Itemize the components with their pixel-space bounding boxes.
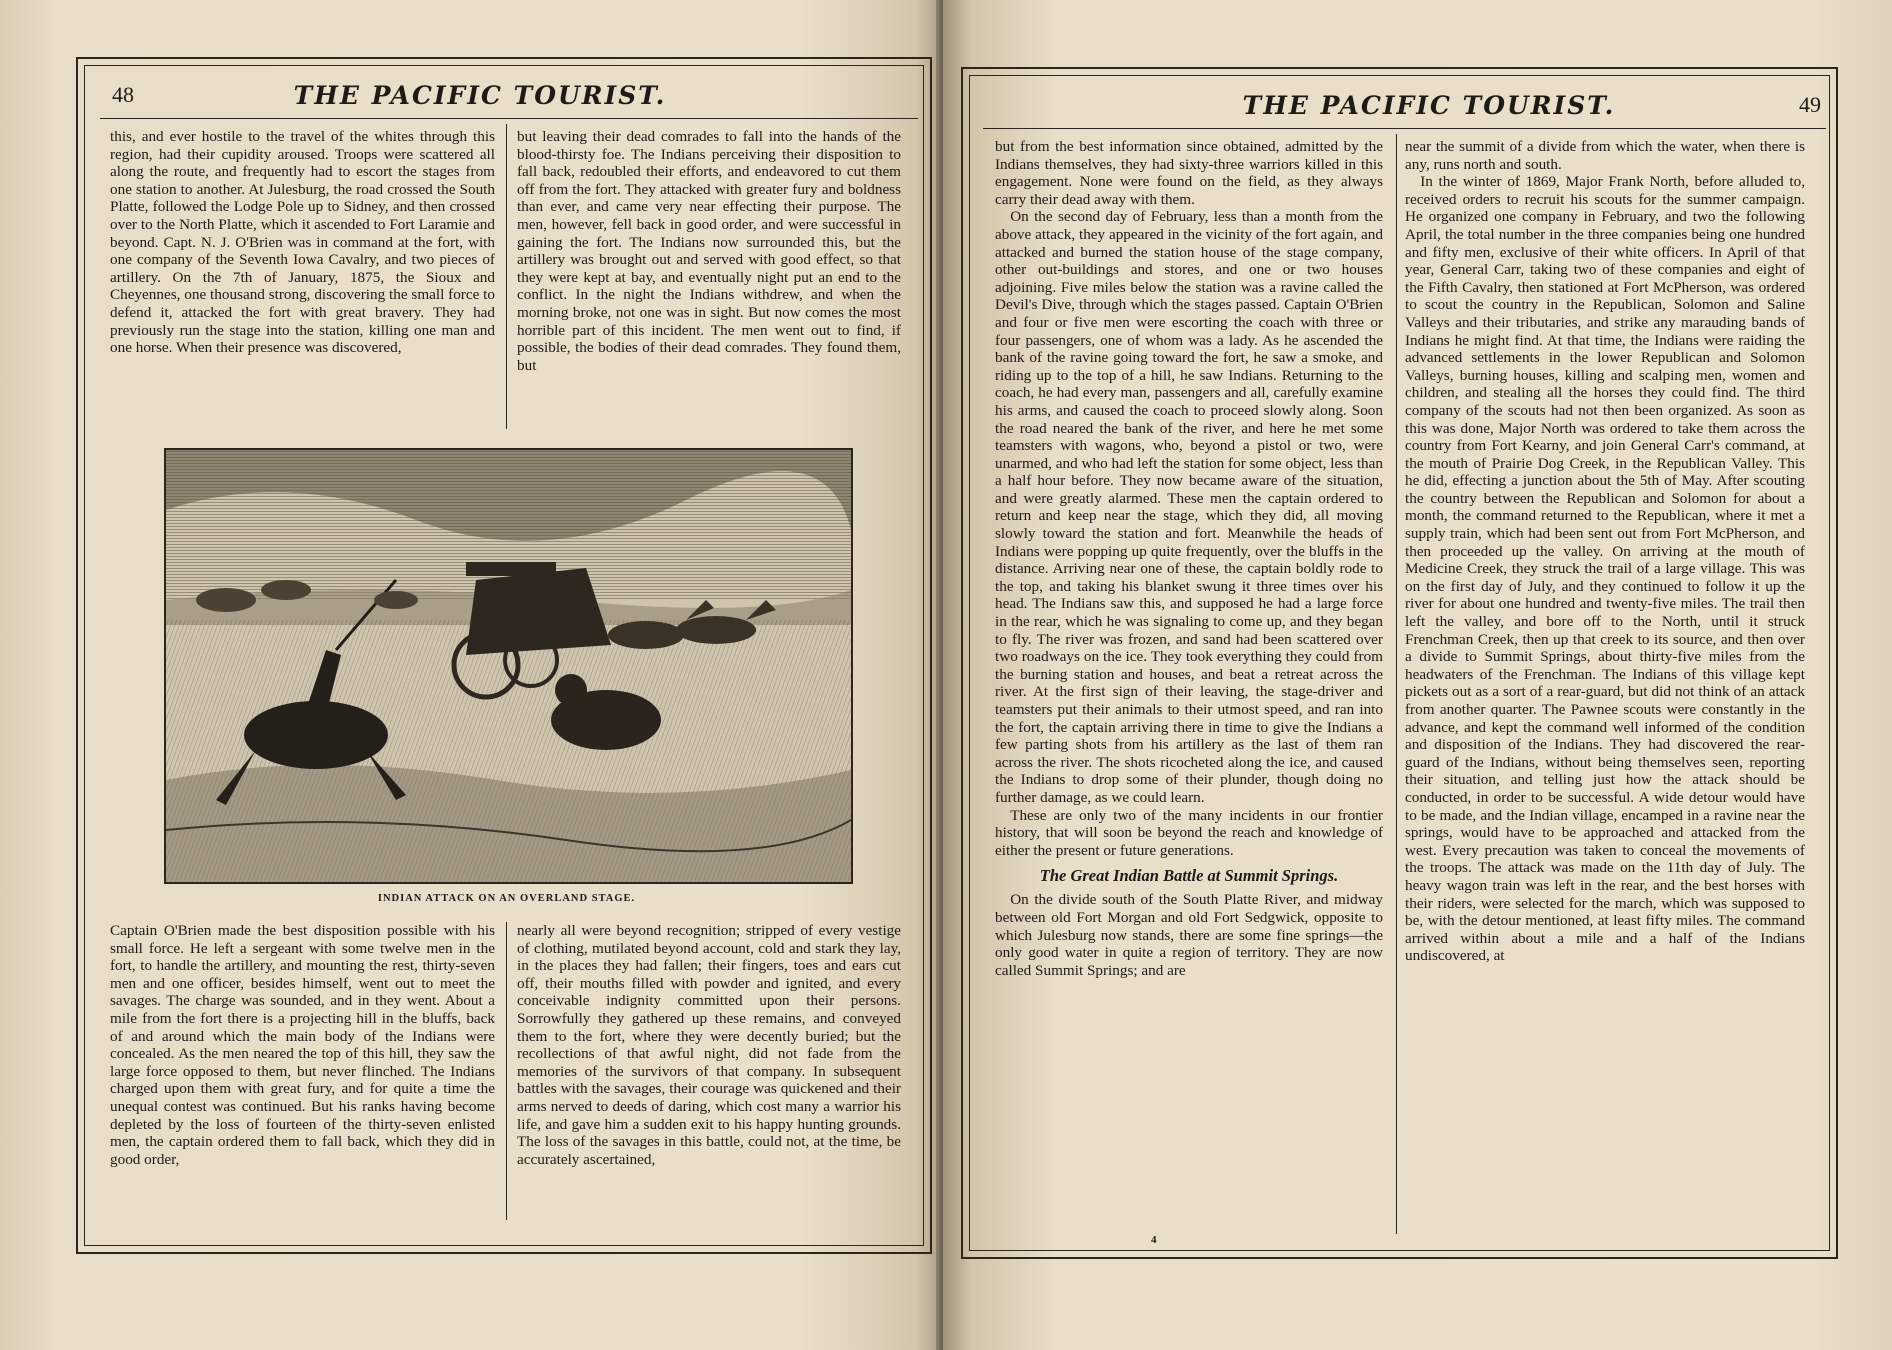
paragraph: this, and ever hostile to the travel of the whites through this region, had their cupidity aroused. Troops were scattered all along the route, and frequently had to escort the stages from one station to another. At Julesburg, the road crossed the South Platte, followed the Lodge Pole up to Sidney, and then crossed over to the North Platte, which it ascended to Fort Laramie and beyond. Capt. N. J. O'Brien was in command at the fort, with one company of the Seventh Iowa Cavalry, and two pieces of artillery. On the 7th of January, 1875, the Sioux and Cheyennes, one thousand strong, discovering the small force to defend it, attacked the fort with great bravery. They had previously run the stage into the station, killing one man and one horse. When their presence was discovered, xyxy=(110,128,495,357)
paragraph: These are only two of the many incidents in our frontier history, that will soon be beyond the reach and knowledge of either the present or future generations. xyxy=(995,806,1383,859)
right-column-2 xyxy=(1405,138,1805,1236)
right-column-1 xyxy=(995,138,1383,1236)
left-column-1-top xyxy=(110,128,495,432)
right-header xyxy=(999,88,1839,122)
paragraph: but from the best information since obtained, admitted by the Indians themselves, they had sixty-three warriors killed in this engagement. None were found on the field, as they always carry their dead away with them. xyxy=(995,138,1383,208)
left-header xyxy=(112,78,916,112)
indian-attack-engraving xyxy=(166,450,851,882)
paragraph: In the winter of 1869, Major Frank North, before alluded to, received orders to recruit his scouts for the summer campaign. He organized one company in February, and two the following April, the total number in the three companies being one hundred and fifty men, exclusive of their white officers. In April of that year, General Carr, taking two of these companies and eight of the Fifth Cavalry, then stationed at Fort McPherson, was ordered to scout the country in the Republican, Solomon and Saline Valleys and their tributaries, and strike any marauding bands of Indians he might find. At that time, the Indians were raiding the advanced settlements in the lower Republican and Solomon Valleys, burning houses, killing and scalping men, women and children, and stealing all the horses they could find. The third company of the scouts had not then been organized. As soon as this was done, Major North was ordered to take them across the country from Fort Kearny, and join General Carr's command, at the mouth of Prairie Dog Creek, in the Republican Valley. This he did, effecting a junction about the 5th of May. After scouting the country between the Republican and Solomon for about a month, the command returned to the Republican, where it met a supply train, which had been sent out from Fort McPherson, and then proceeded up the valley. On arriving at the mouth of Medicine Creek, they struck the trail of a large village. This was on the first day of July, and they continued to follow it up the river for about one hundred and twenty-five miles. The trail then left the valley, and bore off to the North, until it struck Frenchman Creek, then up that creek to its source, and then over a divide to Summit Springs, about thirty-five miles from the headwaters of the Frenchman. The Indians of this village kept pickets out as a sort of a rear-guard, but did not think of an attack from another quarter. The Pawnee scouts were constantly in the advance, and kept the command well informed of the condition and disposition of the Indians. They had discovered the rear-guard of the Indians, without being themselves seen, reporting their situation, and telling just how the attack should be conducted, in order to be successful. A wide detour would have to be made, and the Indian village, encamped in a ravine near the springs, would have to be approached and attacked from the west. Every precaution was taken to conceal the movements of the troops. The attack was made on the 11th day of July. The heavy wagon train was left in the rear, and the best horses with their riders, were selected for the march, which was supposed to be, with the detour mentioned, at least fifty miles. The command arrived within about a mile and a half of the Indians undiscovered, at xyxy=(1405,173,1805,965)
section-heading: The Great Indian Battle at Summit Springs. xyxy=(1039,866,1339,886)
right-page xyxy=(943,0,1892,1350)
paragraph: nearly all were beyond recognition; stripped of every vestige of clothing, mutilated beyond account, cold and stark they lay, in the places they had fallen; their fingers, toes and ears cut off, their mouths filled with powder and ignited, and every conceivable indignity committed upon their persons. Sorrowfully they gathered up these remains, and conveyed them to the fort, where they were decently buried; but the recollections of that awful night, did not fade from the memories of the survivors of that company. In subsequent battles with the savages, their courage was quickened and their arms nerved to deeds of daring, which cost many a warrior his life, and gave him a sudden exit to his happy hunting grounds. The loss of the savages in this battle, could not, at the time, be accurately ascertained, xyxy=(517,922,901,1168)
left-page xyxy=(0,0,943,1350)
left-column-2-top xyxy=(517,128,901,432)
paragraph: Captain O'Brien made the best disposition possible with his small force. He left a sergeant with some twelve men in the fort, to handle the artillery, and mounting the rest, thirty-seven men and one officer, besides himself, went out to meet the savages. The charge was sounded, and in they went. About a mile from the fort there is a projecting hill in the bluffs, back of and around which the main body of the Indians were concealed. As the men neared the top of this hill, they saw the large force opposed to them, but never flinched. The Indians charged upon them with great fury, and for quite a time the unequal contest was continued. But his ranks having become depleted by the loss of fourteen of the thirty-seven enlisted men, the captain ordered them to fall back, which they did in good order, xyxy=(110,922,495,1168)
running-title: THE PACIFIC TOURIST. xyxy=(1242,90,1616,120)
page-number: 49 xyxy=(1799,92,1821,117)
paragraph: On the divide south of the South Platte River, and midway between old Fort Morgan and old Fort Sedgwick, opposite to which Julesburg now stands, there are some fine springs—the only good water in quite a region of territory. They are now called Summit Springs; and are xyxy=(995,891,1383,979)
illustration xyxy=(164,448,853,884)
paragraph: near the summit of a divide from which the water, when there is any, runs north and south. xyxy=(1405,138,1805,173)
paragraph: but leaving their dead comrades to fall into the hands of the blood-thirsty foe. The Indians perceiving their disposition to fall back, redoubled their efforts, and endeavored to cut them off from the fort. They attacked with greater fury and boldness than ever, and came very near effecting their purpose. The men, however, fell back in good order, and were successful in gaining the fort. The Indians now surrounded this, but the artillery was brought out and served with good effect, so that they were kept at bay, and eventually night put an end to the conflict. In the night the Indians withdrew, and when the morning broke, not one was in sight. But now comes the most horrible part of this incident. The men went out to find, if possible, the bodies of their dead comrades. They found them, but xyxy=(517,128,901,374)
signature-mark: 4 xyxy=(1151,1234,1157,1246)
page-number: 48 xyxy=(112,82,134,107)
left-column-1-bottom xyxy=(110,922,495,1222)
paragraph: On the second day of February, less than a month from the above attack, they appeared in the vicinity of the fort again, and attacked and burned the station house of the stage company, other out-buildings and stores, and one or two houses adjoining. Five miles below the station was a ravine called the Devil's Dive, through which the stages passed. Captain O'Brien and four or five men were escorting the coach with three or four passengers, one of whom was a lady. As he ascended the bank of the ravine going toward the fort, he saw a smoke, and riding up to the top of a hill, he saw Indians. Returning to the coach, he had every man, passengers and all, carefully examine his arms, and caused the coach to proceed slowly along. Soon the road neared the bank of the river, and here he met some teamsters with wagons, who, beyond a pistol or two, were unarmed, and who had left the station for some object, less than a half hour before. They now became aware of the situation, and were greatly alarmed. These men the captain ordered to return and keep near the stage, which they did, all moving slowly toward the station and fort. Meanwhile the heads of Indians were popping up quite frequently, over the bluffs in the distance. Arriving near one of these, the captain boldly rode to the top, and taking his blanket swung it three times over his head. The Indians saw this, and supposed he had a large force in the rear, which he was signaling to come up, and they began to fly. The river was frozen, and sand had been scattered over two roadways on the ice. They took everything they could from the burning station and houses, and beat a retreat across the river. At the first sign of their leaving, the stage-driver and teamsters put their animals to their utmost speed, and ran into the fort, the captain arriving there in time to give the Indians a few parting shots from his artillery as the last of them ran across the river. The shots ricocheted along the ice, and caused the Indians to drop some of their plunder, though doing no further damage, as we could learn. xyxy=(995,208,1383,806)
running-title: THE PACIFIC TOURIST. xyxy=(293,80,667,110)
illustration-caption: INDIAN ATTACK ON AN OVERLAND STAGE. xyxy=(377,893,636,904)
left-column-2-bottom xyxy=(517,922,901,1222)
